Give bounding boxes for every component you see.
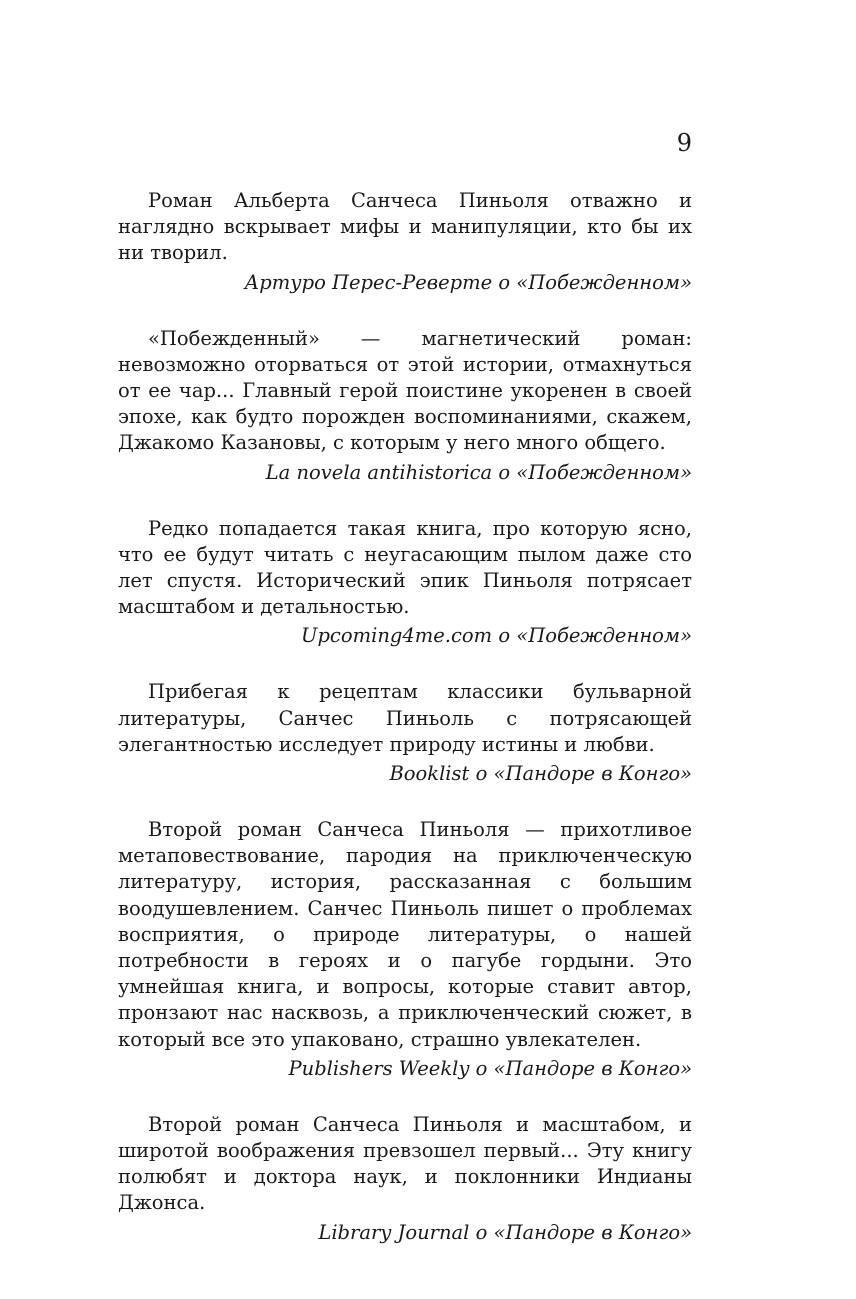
review-item [118,817,692,1082]
review-source: Library Journal о «Пандоре в Конго» [318,1220,692,1244]
review-item [118,679,692,787]
review-item [118,326,692,486]
review-list [118,188,692,1276]
review-quote: Прибегая к рецептам классики бульварной литературы, Санчес Пиньоль с потрясающей элегантностью исследует природу истины и любви. [118,680,692,756]
review-quote: Второй роман Санчеса Пиньоля и масштабом, и широтой воображения превзошел первый... Эту книгу полюбят и доктора наук, и поклонники Индианы Джонса. [118,1112,692,1215]
review-source: Upcoming4me.com о «Побежденном» [301,624,692,648]
review-quote: «Побежденный» — магнетический роман: невозможно оторваться от этой истории, отмахнуться от ее чар... Главный герой поистине укоренен в своей эпохе, как будто порожден воспоминаниями, скажем, Джакомо Казановы, с которым у него много общего. [118,326,692,455]
page-number: 9 [676,129,692,157]
review-quote: Редко попадается такая книга, про которую ясно, что ее будут читать с неугасающим пылом даже сто лет спустя. Исторический эпик Пиньоля потрясает масштабом и детальностью. [118,516,692,619]
review-quote: Роман Альберта Санчеса Пиньоля отважно и наглядно вскрывает мифы и манипуляции, кто бы их ни творил. [118,189,692,265]
review-source: La novela antihistorica о «Побежденном» [265,460,692,484]
review-source: Артуро Перес-Реверте о «Побежденном» [244,270,692,294]
review-item [118,516,692,650]
review-item [118,188,692,296]
review-item [118,1112,692,1246]
review-source: Booklist о «Пандоре в Конго» [389,762,692,786]
review-quote: Второй роман Санчеса Пиньоля — прихотливое метаповествование, пародия на приключенческую литературу, история, рассказанная с большим воодушевлением. Санчес Пиньоль пишет о проблемах восприятия, о природе литературы, о нашей потребности в героях и о пагубе гордыни. Это умнейшая книга, и вопросы, которые ставит автор, пронзают нас насквозь, а приключенческий сюжет, в который все это упаковано, страшно увлекателен. [118,818,692,1051]
review-source: Publishers Weekly о «Пандоре в Конго» [288,1056,692,1080]
